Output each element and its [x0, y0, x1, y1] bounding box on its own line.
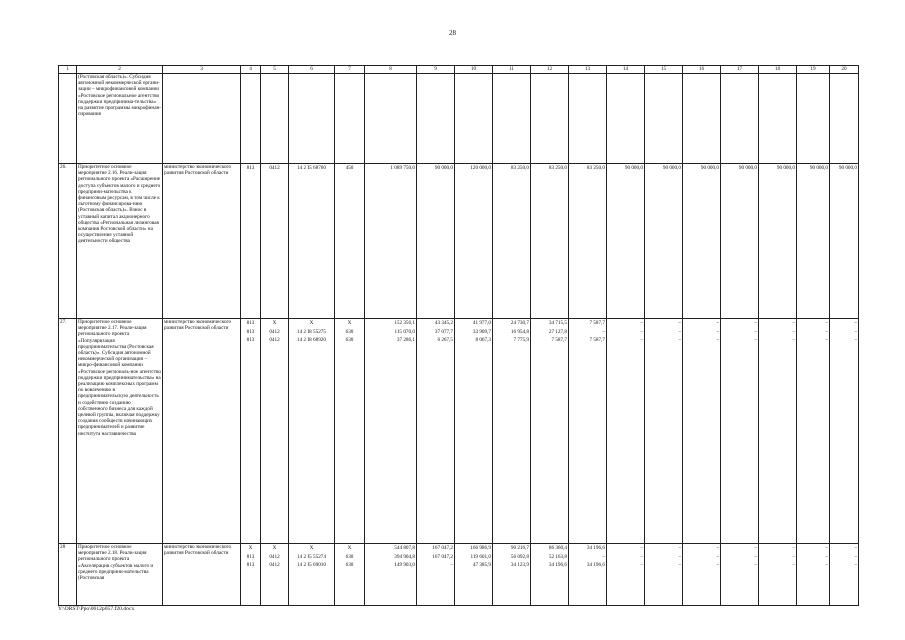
value-line: 6 267,5	[437, 337, 453, 343]
executor	[163, 74, 241, 164]
value-line: 7 587,7	[589, 337, 605, 343]
value-cell	[607, 164, 645, 319]
value-cell	[759, 319, 797, 544]
executor: министерство экономического развития Ростовской области	[163, 164, 241, 319]
value-line: –	[678, 320, 681, 326]
value-line: –	[792, 337, 795, 343]
header-row	[59, 66, 859, 74]
value-cell	[830, 164, 859, 319]
value-line: –	[854, 545, 857, 551]
value-line: 34 196,6	[586, 545, 605, 551]
value-line: 7 587,7	[589, 320, 605, 326]
table-row	[59, 164, 859, 319]
row-number: 28	[59, 544, 77, 606]
value-cell	[241, 164, 261, 319]
value-cell	[493, 74, 531, 164]
value-line: 120 000,0	[470, 165, 491, 171]
value-line: Х	[347, 320, 352, 326]
value-line: 630	[345, 328, 354, 335]
value-line: 14 2 I5 55274	[297, 553, 326, 560]
column-header: 5	[261, 66, 289, 74]
value-line: –	[792, 545, 795, 551]
value-cell	[241, 319, 261, 544]
value-line: –	[825, 337, 828, 343]
value-line: 0412	[269, 562, 280, 568]
value-line: 7 587,7	[551, 337, 567, 343]
value-cell	[335, 164, 365, 319]
value-cell	[645, 164, 683, 319]
value-cell	[335, 74, 365, 164]
value-line: –	[716, 328, 719, 335]
column-header: 9	[417, 66, 455, 74]
value-line: –	[716, 545, 719, 551]
column-header: 14	[607, 66, 645, 74]
value-line: 630	[345, 553, 354, 560]
value-line: –	[825, 553, 828, 560]
value-line: 152 356,1	[394, 320, 415, 326]
value-line: Х	[272, 320, 277, 326]
value-line: –	[716, 553, 719, 560]
executor: министерство экономического развития Ростовской области	[163, 544, 241, 606]
column-header: 3	[163, 66, 241, 74]
value-line: 167 047,2	[432, 545, 453, 551]
column-header: 13	[569, 66, 607, 74]
value-cell	[569, 319, 607, 544]
value-cell	[683, 74, 721, 164]
row-number: 27.	[59, 319, 77, 544]
value-cell	[365, 319, 417, 544]
value-cell	[645, 74, 683, 164]
measure-description: Приоритетное основное мероприятие 2.17. Реали-зация регионального проекта «Популяризация предпринимательства (Ростовская область)». Субсидия автономной некоммерческой организации – микро-финансовой компании «Ростовское региональ-ное агентство поддержки предпринимательства» на реализацию комплексных программ по вовлечению в предпринимательскую деятельность и содействию созданию собственного бизнеса для каждой целевой группы, включая поддержку создания сообществ начинающих предпринимателей и развитие института наставничества	[77, 319, 163, 544]
value-cell	[683, 319, 721, 544]
value-line: –	[854, 553, 857, 560]
value-cell	[569, 74, 607, 164]
column-header: 19	[797, 66, 830, 74]
value-line: –	[754, 337, 757, 343]
value-line: 14 2 I8 68920	[297, 337, 326, 343]
value-line: 149 903,0	[394, 562, 415, 568]
value-line: 1 089 750,0	[390, 165, 415, 171]
column-header: 15	[645, 66, 683, 74]
value-line: 14 2 I8 55275	[297, 328, 326, 335]
value-line: 90 216,7	[510, 545, 529, 551]
value-cell	[289, 544, 335, 606]
value-line: 90 000,0	[700, 165, 719, 171]
value-line: 167 047,2	[432, 553, 453, 560]
value-line: 90 000,0	[624, 165, 643, 171]
value-line: Х	[248, 545, 253, 551]
value-cell	[455, 544, 493, 606]
column-header: 12	[531, 66, 569, 74]
value-line: 56 092,8	[510, 553, 529, 560]
value-line: –	[678, 545, 681, 551]
value-cell	[493, 319, 531, 544]
value-cell	[261, 544, 289, 606]
value-line: 630	[345, 562, 354, 568]
value-line: Х	[347, 545, 352, 551]
value-cell	[417, 319, 455, 544]
value-line: –	[854, 337, 857, 343]
value-cell	[607, 319, 645, 544]
value-line: Х	[309, 545, 314, 551]
value-cell	[417, 164, 455, 319]
value-cell	[455, 319, 493, 544]
value-line: 90 000,0	[662, 165, 681, 171]
value-line: 27 127,8	[548, 328, 567, 335]
value-cell	[365, 74, 417, 164]
value-line: Х	[272, 545, 277, 551]
value-line: –	[854, 562, 857, 568]
value-line: Х	[309, 320, 314, 326]
value-line: –	[754, 562, 757, 568]
value-cell	[830, 544, 859, 606]
value-cell	[721, 319, 759, 544]
value-line: 34 715,5	[548, 320, 567, 326]
measure-description: Приоритетное основное мероприятие 2.18. Реали-зация регионального проекта «Акселерация субъектов малого и среднего предприни-мательства (Ростовская	[77, 544, 163, 606]
value-line: 813	[246, 328, 255, 335]
column-header: 18	[759, 66, 797, 74]
value-cell	[531, 74, 569, 164]
column-header: 6	[289, 66, 335, 74]
value-line: –	[640, 337, 643, 343]
value-cell	[797, 544, 830, 606]
value-line: –	[450, 562, 453, 568]
value-line: 90 000,0	[809, 165, 828, 171]
table-row	[59, 319, 859, 544]
value-line: –	[792, 553, 795, 560]
value-line: –	[678, 337, 681, 343]
value-line: –	[854, 328, 857, 335]
value-line: 86 360,4	[548, 545, 567, 551]
value-cell	[241, 74, 261, 164]
value-cell	[683, 544, 721, 606]
value-line: –	[678, 562, 681, 568]
value-cell	[569, 544, 607, 606]
value-line: 813	[246, 165, 255, 171]
value-cell	[335, 319, 365, 544]
value-cell	[241, 544, 261, 606]
value-line: –	[640, 553, 643, 560]
value-cell	[759, 74, 797, 164]
value-cell	[335, 544, 365, 606]
value-line: –	[640, 320, 643, 326]
value-line: –	[754, 553, 757, 560]
table-row	[59, 74, 859, 164]
value-line: –	[792, 328, 795, 335]
value-line: –	[716, 320, 719, 326]
column-header: 20	[830, 66, 859, 74]
value-line: –	[602, 553, 605, 560]
value-cell	[261, 164, 289, 319]
value-line: 8 067,3	[475, 337, 491, 343]
value-line: 41 977,0	[472, 320, 491, 326]
column-header: 4	[241, 66, 261, 74]
value-line: –	[716, 562, 719, 568]
value-cell	[721, 544, 759, 606]
value-cell	[455, 164, 493, 319]
value-line: 630	[345, 337, 354, 343]
value-line: 813	[246, 320, 255, 326]
value-line: –	[678, 553, 681, 560]
value-line: 52 163,8	[548, 553, 567, 560]
value-line: –	[854, 320, 857, 326]
value-line: 813	[246, 553, 255, 560]
value-cell	[289, 164, 335, 319]
value-line: –	[792, 320, 795, 326]
value-line: 33 909,7	[472, 328, 491, 335]
value-cell	[683, 164, 721, 319]
value-line: 90 000,0	[776, 165, 795, 171]
value-cell	[569, 164, 607, 319]
value-cell	[289, 74, 335, 164]
column-header: 8	[365, 66, 417, 74]
value-cell	[531, 164, 569, 319]
column-header: 11	[493, 66, 531, 74]
column-header: 1	[59, 66, 77, 74]
value-line: 14 2 I5 68760	[297, 165, 326, 171]
value-cell	[531, 544, 569, 606]
value-cell	[493, 544, 531, 606]
value-line: 24 730,7	[510, 320, 529, 326]
value-line: 83 250,0	[510, 165, 529, 171]
value-line: –	[754, 328, 757, 335]
budget-table	[58, 65, 859, 606]
column-header: 10	[455, 66, 493, 74]
value-cell	[261, 319, 289, 544]
value-cell	[493, 164, 531, 319]
value-cell	[261, 74, 289, 164]
value-cell	[797, 74, 830, 164]
table-body	[59, 66, 859, 606]
value-line: 14 2 I5 69010	[297, 562, 326, 568]
value-line: –	[754, 545, 757, 551]
value-line: –	[678, 328, 681, 335]
value-line: 34 123,9	[510, 562, 529, 568]
value-line: 34 196,6	[586, 562, 605, 568]
value-cell	[797, 319, 830, 544]
value-line: 0412	[269, 165, 280, 171]
page-number: 28	[449, 29, 456, 37]
value-line: 394 904,8	[394, 553, 415, 560]
value-line: 0412	[269, 553, 280, 560]
value-cell	[645, 319, 683, 544]
value-line: 0412	[269, 337, 280, 343]
value-line: –	[825, 328, 828, 335]
value-cell	[607, 544, 645, 606]
value-line: 83 250,0	[586, 165, 605, 171]
value-line: –	[602, 328, 605, 335]
value-line: –	[825, 320, 828, 326]
value-line: –	[640, 328, 643, 335]
value-line: –	[825, 545, 828, 551]
row-number: 26.	[59, 164, 77, 319]
value-line: 813	[246, 562, 255, 568]
value-cell	[759, 164, 797, 319]
value-cell	[417, 544, 455, 606]
column-header: 2	[77, 66, 163, 74]
measure-description: (Ростовская область)». Субсидия автономной некоммерческой органи-зации – микрофинансовой компании «Ростовское региональное агентство поддержки предпринима-тельства» на развитие программы микрофинан-сирования	[77, 74, 163, 164]
value-line: 43 345,2	[434, 320, 453, 326]
value-line: 115 070,0	[394, 328, 415, 335]
column-header: 17	[721, 66, 759, 74]
value-line: 0412	[269, 328, 280, 335]
measure-description: Приоритетное основное мероприятие 2.16. Реали-зация регионального проекта «Расширение доступа субъектов малого и среднего предприни-мательства к финансовым ресурсам, в том числе к льготному финансирова-нию (Ростовская область)». Взнос в уставный капитал акционерного общества «Региональная лизинговая компания Ростовской области» на осуществление уставной деятельности общества	[77, 164, 163, 319]
value-cell	[365, 164, 417, 319]
value-line: 16 954,8	[510, 328, 529, 335]
executor: министерство экономического развития Ростовской области	[163, 319, 241, 544]
value-cell	[759, 544, 797, 606]
row-number	[59, 74, 77, 164]
value-cell	[289, 319, 335, 544]
value-cell	[607, 74, 645, 164]
value-line: –	[716, 337, 719, 343]
value-cell	[797, 164, 830, 319]
value-line: –	[640, 562, 643, 568]
value-line: 90 000,0	[838, 165, 857, 171]
value-line: 34 196,6	[548, 562, 567, 568]
value-cell	[721, 74, 759, 164]
value-cell	[830, 74, 859, 164]
value-line: 37 286,1	[396, 337, 415, 343]
value-line: 450	[345, 165, 354, 171]
value-line: 119 601,0	[470, 553, 491, 560]
value-line: –	[825, 562, 828, 568]
value-line: 166 986,9	[470, 545, 491, 551]
value-cell	[645, 544, 683, 606]
column-header: 16	[683, 66, 721, 74]
table-row	[59, 544, 859, 606]
value-cell	[365, 544, 417, 606]
value-line: 37 077,7	[434, 328, 453, 335]
value-cell	[455, 74, 493, 164]
value-line: 90 000,0	[738, 165, 757, 171]
value-cell	[417, 74, 455, 164]
value-line: –	[792, 562, 795, 568]
value-line: –	[754, 320, 757, 326]
column-header: 7	[335, 66, 365, 74]
value-line: 47 385,9	[472, 562, 491, 568]
value-line: 83 250,0	[548, 165, 567, 171]
value-line: 7 775,9	[513, 337, 529, 343]
value-line: –	[640, 545, 643, 551]
value-line: 813	[246, 337, 255, 343]
value-cell	[721, 164, 759, 319]
value-line: 90 000,0	[434, 165, 453, 171]
file-path-footer: Y:\ORST\Ppo\0612p057.f20.docx	[58, 606, 135, 612]
value-cell	[531, 319, 569, 544]
value-line: 544 807,8	[394, 545, 415, 551]
value-cell	[830, 319, 859, 544]
